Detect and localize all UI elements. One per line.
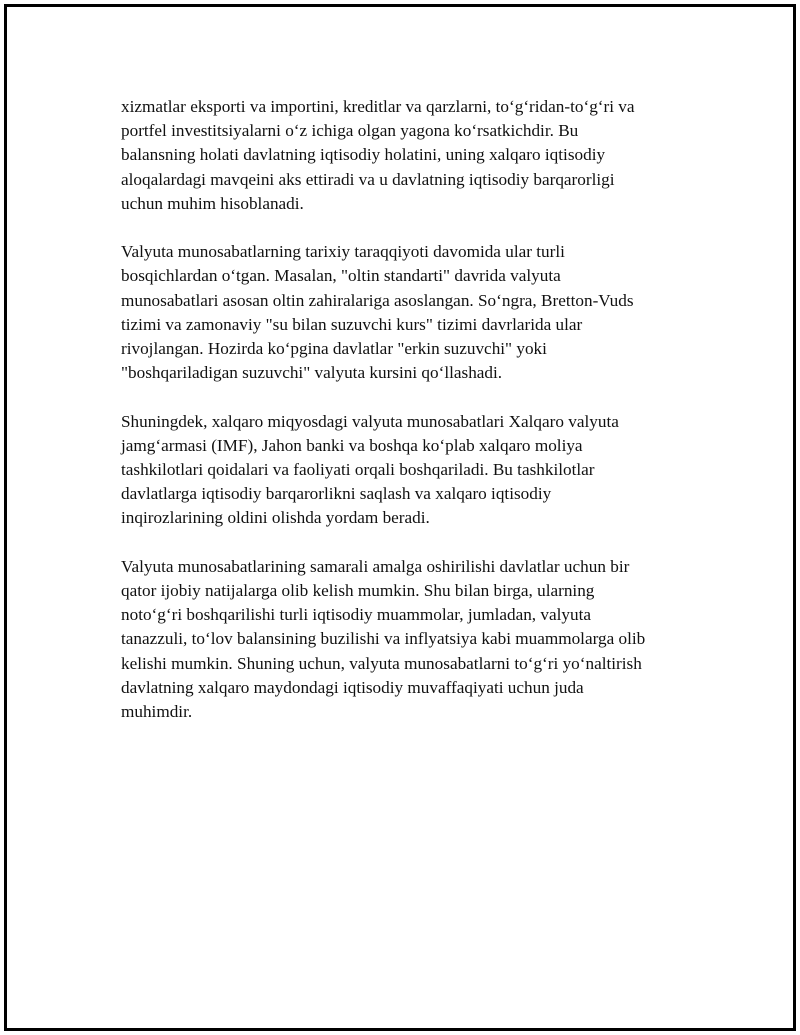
paragraph-3: Shuningdek, xalqaro miqyosdagi valyuta munosabatlari Xalqaro valyuta jamg‘armasi (IMF), Jahon banki va boshqa ko‘plab xalqaro moliya tashkilotlari qoidalari va faoliyati orqali boshqariladi. Bu tashkilotlar davlatlarga iqtisodiy barqarorlikni saqlash va xalqaro iqtisodiy inqirozlarining oldini olishda yordam beradi.	[121, 411, 619, 528]
document-body	[121, 95, 681, 748]
paragraph-4: Valyuta munosabatlarining samarali amalga oshirilishi davlatlar uchun bir qator ijobiy natijalarga olib kelish mumkin. Shu bilan birga, ularning noto‘g‘ri boshqarilishi turli iqtisodiy muammolar, jumladan, valyuta tanazzuli, to‘lov balansining buzilishi va inflyatsiya kabi muammolarga olib kelishi mumkin. Shuning uchun, valyuta munosabatlarni to‘g‘ri yo‘naltirish davlatning xalqaro maydondagi iqtisodiy muvaffaqiyati uchun juda muhimdir.	[121, 556, 646, 722]
page-frame	[4, 4, 796, 1031]
paragraph-1: xizmatlar eksporti va importini, kreditlar va qarzlarni, to‘g‘ridan-to‘g‘ri va portfel investitsiyalarni o‘z ichiga olgan yagona ko‘rsatkichdir. Bu balansning holati davlatning iqtisodiy holatini, uning xalqaro iqtisodiy aloqalardagi mavqeini aks ettiradi va u davlatning iqtisodiy barqarorligi uchun muhim hisoblanadi.	[121, 97, 635, 213]
paragraph-2: Valyuta munosabatlarning tarixiy taraqqiyoti davomida ular turli bosqichlardan o‘tgan. Masalan, "oltin standarti" davrida valyuta munosabatlari asosan oltin zahiralariga asoslangan. So‘ngra, Bretton-Vuds tizimi va zamonaviy "su bilan suzuvchi kurs" tizimi davrlarida ular rivojlangan. Hozirda ko‘pgina davlatlar "erkin suzuvchi" yoki "boshqariladigan suzuvchi" valyuta kursini qo‘llashadi.	[121, 242, 634, 383]
